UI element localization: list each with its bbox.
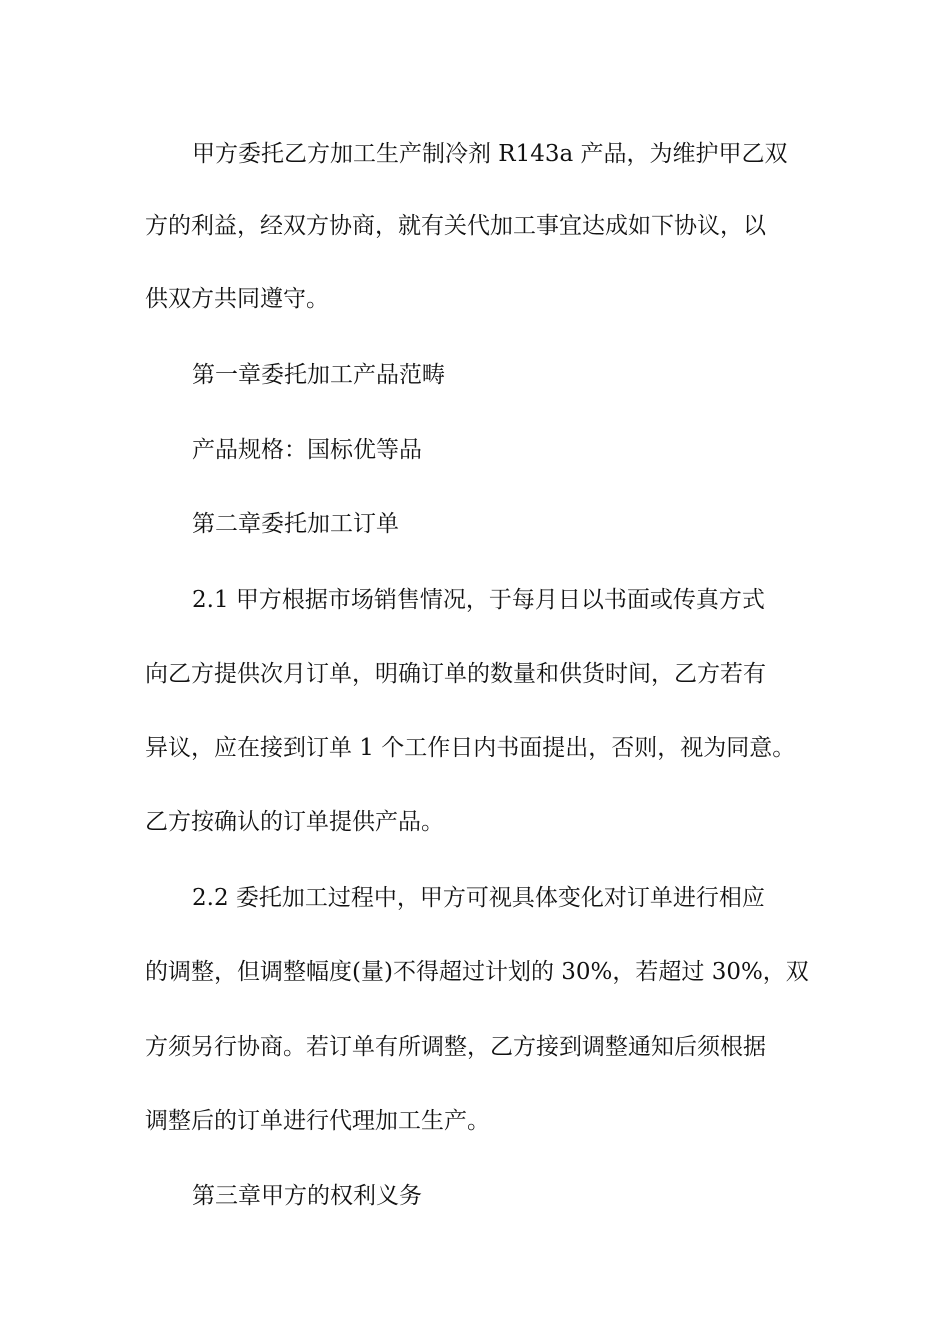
clause-2-1-line-3: 异议，应在接到订单 1 个工作日内书面提出，否则，视为同意。 (145, 735, 796, 761)
clause-2-2-line-2: 的调整，但调整幅度(量)不得超过计划的 30%，若超过 30%，双 (145, 959, 809, 985)
paragraph-intro-line-2: 方的利益，经双方协商，就有关代加工事宜达成如下协议，以 (145, 213, 766, 239)
clause-2-2-line-3: 方须另行协商。若订单有所调整，乙方接到调整通知后须根据 (145, 1034, 766, 1060)
clause-2-2-line-4: 调整后的订单进行代理加工生产。 (145, 1108, 490, 1134)
chapter-3-heading: 第三章甲方的权利义务 (192, 1183, 422, 1209)
chapter-2-heading: 第二章委托加工订单 (192, 511, 399, 537)
chapter-1-heading: 第一章委托加工产品范畴 (192, 362, 445, 388)
clause-2-2-line-1: 2.2 委托加工过程中，甲方可视具体变化对订单进行相应 (192, 885, 765, 911)
clause-2-1-line-1: 2.1 甲方根据市场销售情况，于每月日以书面或传真方式 (192, 587, 765, 613)
clause-2-1-line-4: 乙方按确认的订单提供产品。 (145, 809, 444, 835)
product-spec-line: 产品规格：国标优等品 (192, 437, 422, 463)
paragraph-intro-line-1: 甲方委托乙方加工生产制冷剂 R143a 产品，为维护甲乙双 (192, 141, 788, 167)
clause-2-1-line-2: 向乙方提供次月订单，明确订单的数量和供货时间，乙方若有 (145, 661, 766, 687)
paragraph-intro-line-3: 供双方共同遵守。 (145, 286, 329, 312)
